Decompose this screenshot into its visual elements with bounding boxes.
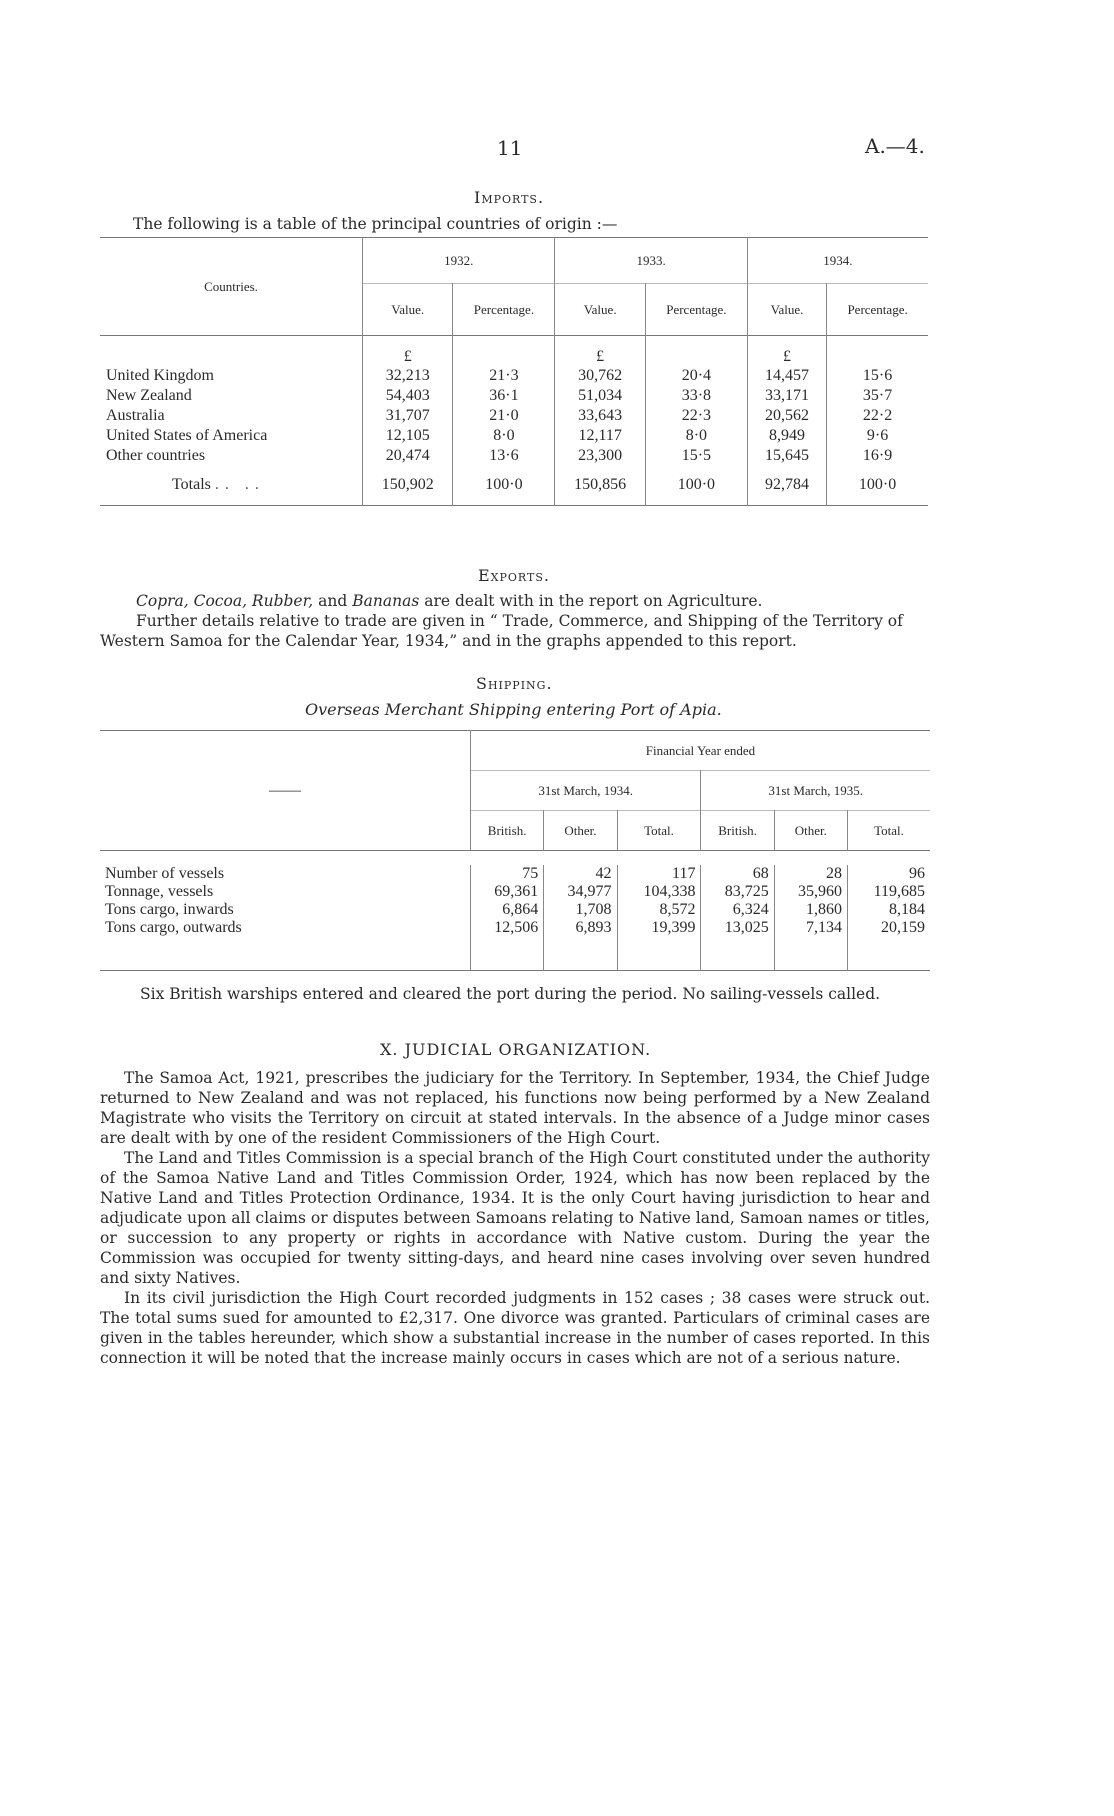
percentage-1933: 8·0 [645,426,747,446]
judicial-paragraph-1: The Samoa Act, 1921, prescribes the judiciary for the Territory. In September, 1934, the Chief Judge returned to New Zealand and was not replaced, his functions now being performed by a New Zealand Magistrate who visits the Territory on circuit at stated intervals. In the absence of a Judge minor cases are dealt with by one of the resident Commissioners of the High Court. [100,1069,930,1147]
other-1934: 42 [544,865,617,883]
shipping-row [100,865,930,883]
other-1934: 1,708 [544,901,617,919]
value-1933: 30,762 [555,366,645,386]
percentage-1933: 15·5 [645,446,747,466]
total-1935: 119,685 [847,883,930,901]
currency-symbol: £ [747,336,826,366]
percentage-1932: 13·6 [453,446,555,466]
document-reference: A.—4. [865,134,925,158]
total-1934-value: 92,784 [747,466,826,506]
total-1934: 19,399 [617,919,701,937]
percentage-1934: 9·6 [827,426,928,446]
group-header: Financial Year ended [471,731,931,771]
value-1932: 32,213 [363,366,453,386]
period-1934: 31st March, 1934. [471,771,701,811]
judicial-heading: X. JUDICIAL ORGANIZATION. [380,1040,652,1059]
col-other: Other. [544,811,617,851]
value-1934: 8,949 [747,426,826,446]
percentage-1934: 16·9 [827,446,928,466]
country-name: New Zealand [106,386,192,404]
currency-symbol: £ [363,336,453,366]
value-1934: 14,457 [747,366,826,386]
percentage-1932: 8·0 [453,426,555,446]
british-1934: 75 [471,865,544,883]
sub-value: Value. [747,284,826,336]
col-other: Other. [774,811,847,851]
percentage-1933: 33·8 [645,386,747,406]
sub-percentage: Percentage. [827,284,928,336]
exports-line1-rest: are dealt with in the report on Agriculture. [424,592,763,610]
value-1933: 12,117 [555,426,645,446]
percentage-1932: 21·0 [453,406,555,426]
country-name: Other countries [106,446,206,464]
row-label: Tonnage, vessels [105,882,214,900]
total-1934: 117 [617,865,701,883]
exports-para2: Further details relative to trade are given in “ Trade, Commerce, and Shipping of the Territory of Western Samoa for the Calendar Year, 1934,” and in the graphs appended to this report. [100,612,903,650]
value-1934: 33,171 [747,386,826,406]
british-1935: 13,025 [701,919,774,937]
currency-symbol: £ [555,336,645,366]
british-1935: 6,324 [701,901,774,919]
import-row [100,406,928,426]
import-row [100,386,928,406]
total-1934-percentage: 100·0 [827,466,928,506]
shipping-note: Six British warships entered and cleared the port during the period. No sailing-vessels called. [140,985,881,1003]
col-total: Total. [847,811,930,851]
exports-and: and [318,592,348,610]
exports-line1 [136,591,916,611]
exports-bananas: Bananas [352,592,420,610]
british-1935: 83,725 [701,883,774,901]
other-1934: 34,977 [544,883,617,901]
page-number: 11 [497,136,523,160]
year-1934: 1934. [747,238,928,284]
other-1935: 7,134 [774,919,847,937]
imports-table: Countries. 1932. 1933. 1934. Value. Percentage. Value. Percentage. Value. Percentage. £ £ £ United Kingdom 32,213 21·3 30,762 20·4 14,457 15·6 New Zealand 54,403 36·1 51,034 33·8 33,171 35·7 Australia 31,707 21·0 33,643 22·3 20,562 22·2 United States of America 12,105 8·0 12,117 8·0 8,949 9·6 Other countries 20,474 13·6 23,300 15·5 15,645 16·9 Totals .. .. 150,902 100·0 150,856 100·0 92,784 100·0 [100,237,928,512]
value-1934: 15,645 [747,446,826,466]
import-row [100,426,928,446]
shipping-heading: Shipping. [476,674,553,693]
value-1932: 12,105 [363,426,453,446]
judicial-paragraph-3: In its civil jurisdiction the High Court recorded judgments in 152 cases ; 38 cases were struck out. The total sums sued for amounted to £2,317. One divorce was granted. Particulars of criminal cases are given in the tables hereunder, which show a substantial increase in the number of cases reported. In this connection it will be noted that the increase mainly occurs in cases which are not of a serious nature. [100,1289,930,1367]
total-1934: 8,572 [617,901,701,919]
col-total: Total. [617,811,701,851]
year-1933: 1933. [555,238,747,284]
percentage-1932: 36·1 [453,386,555,406]
british-1934: 69,361 [471,883,544,901]
judicial-body [100,1068,930,1368]
value-1932: 20,474 [363,446,453,466]
value-1933: 23,300 [555,446,645,466]
imports-heading: Imports. [474,188,545,207]
exports-heading: Exports. [478,566,550,585]
shipping-table [100,730,930,975]
shipping-row [100,883,930,901]
british-1934: 6,864 [471,901,544,919]
british-1935: 68 [701,865,774,883]
percentage-1934: 15·6 [827,366,928,386]
value-1932: 54,403 [363,386,453,406]
row-label: Number of vessels [105,864,225,882]
sub-percentage: Percentage. [453,284,555,336]
value-1933: 33,643 [555,406,645,426]
sub-percentage: Percentage. [645,284,747,336]
british-1934: 12,506 [471,919,544,937]
country-name: Australia [106,406,165,424]
col-british: British. [471,811,544,851]
other-1935: 28 [774,865,847,883]
percentage-1933: 22·3 [645,406,747,426]
percentage-1934: 35·7 [827,386,928,406]
shipping-subtitle: Overseas Merchant Shipping entering Port of Apia. [305,700,722,719]
country-name: United States of America [106,426,268,444]
value-1933: 51,034 [555,386,645,406]
row-label: Tons cargo, inwards [105,900,234,918]
total-1935: 96 [847,865,930,883]
col-countries: Countries. [204,278,258,294]
total-1933-percentage: 100·0 [645,466,747,506]
row-label: Tons cargo, outwards [105,918,242,936]
col-british: British. [701,811,774,851]
totals-label: Totals [172,476,211,494]
total-1934: 104,338 [617,883,701,901]
total-1932-value: 150,902 [363,466,453,506]
percentage-1934: 22·2 [827,406,928,426]
sub-value: Value. [555,284,645,336]
total-1935: 20,159 [847,919,930,937]
percentage-1933: 20·4 [645,366,747,386]
exports-items: Copra, Cocoa, Rubber, [136,592,314,610]
value-1934: 20,562 [747,406,826,426]
value-1932: 31,707 [363,406,453,426]
judicial-paragraph-2: The Land and Titles Commission is a special branch of the High Court constituted under the authority of the Samoa Native Land and Titles Commission Order, 1924, which has now been replaced by the Native Land and Titles Protection Ordinance, 1934. It is the only Court having jurisdiction to hear and adjudicate upon all claims or disputes between Samoans relating to Native land, Samoan names or titles, or succession to any property or rights in accordance with Native custom. During the year the Commission was occupied for twenty sitting-days, and heard nine cases involving over seven hundred and sixty Natives. [100,1149,930,1287]
year-1932: 1932. [363,238,555,284]
country-name: United Kingdom [106,366,214,384]
import-row [100,446,928,466]
sub-value: Value. [363,284,453,336]
shipping-placeholder: —— [269,781,301,799]
total-1935: 8,184 [847,901,930,919]
other-1934: 6,893 [544,919,617,937]
shipping-row [100,901,930,919]
imports-intro: The following is a table of the principal countries of origin :— [133,215,618,233]
total-1932-percentage: 100·0 [453,466,555,506]
other-1935: 1,860 [774,901,847,919]
percentage-1932: 21·3 [453,366,555,386]
other-1935: 35,960 [774,883,847,901]
period-1935: 31st March, 1935. [701,771,930,811]
total-1933-value: 150,856 [555,466,645,506]
import-row [100,366,928,386]
shipping-row [100,919,930,937]
